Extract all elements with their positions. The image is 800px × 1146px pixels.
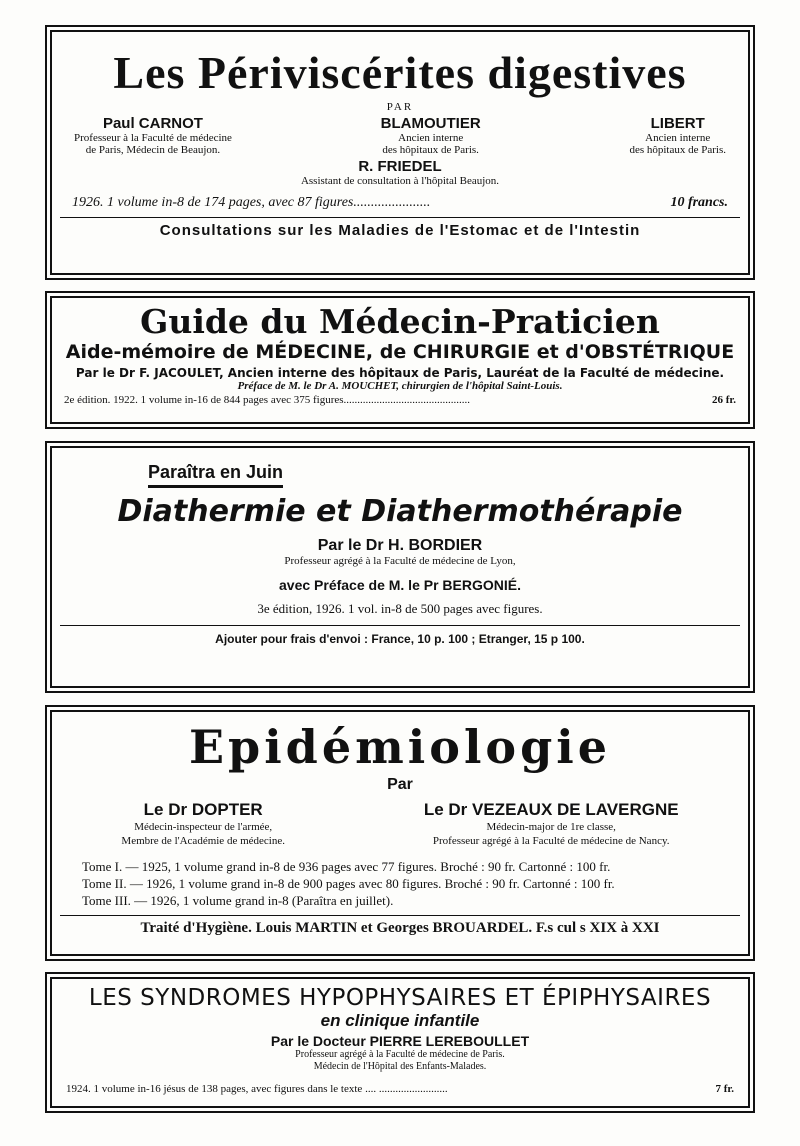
author-desc: Professeur agrégé à la Faculté de médecine de Lyon, <box>284 555 516 567</box>
author-name: BLAMOUTIER <box>380 115 481 132</box>
author-desc: Médecin-major de 1re classe, <box>486 821 616 833</box>
price-value: 7 fr. <box>715 1083 734 1095</box>
author-desc: Ancien interne <box>645 132 711 144</box>
ad-footer: Consultations sur les Maladies de l'Estomac et de l'Intestin <box>159 222 641 239</box>
author-desc: Membre de l'Académie de médecine. <box>121 835 285 847</box>
author-name: Paul CARNOT <box>102 115 203 132</box>
ad-guide-medecin <box>50 296 750 424</box>
tome-entry: Tome III. — 1926, 1 volume grand in-8 (Paraîtra en juillet). <box>82 893 394 908</box>
author-desc: des hôpitaux de Paris. <box>629 144 726 156</box>
author-desc: Assistant de consultation à l'hôpital Beaujon. <box>300 175 500 187</box>
author-name: R. FRIEDEL <box>358 158 442 175</box>
ad-periviscerites <box>50 30 750 275</box>
book-title: LES SYNDROMES HYPOPHYSAIRES ET ÉPIPHYSAIRES <box>88 985 712 1011</box>
price-description: 1924. 1 volume in-16 jésus de 138 pages, avec figures dans le texte .... ......................... <box>66 1083 448 1095</box>
author-block <box>74 115 232 156</box>
ad-footer: Ajouter pour frais d'envoi : France, 10 p. 100 ; Etranger, 15 p 100. <box>215 632 585 646</box>
edition-info: 3e édition, 1926. 1 vol. in-8 de 500 pages avec figures. <box>257 601 543 616</box>
price-value: 26 fr. <box>711 394 736 406</box>
book-title: Guide du Médecin-Praticien <box>140 302 660 341</box>
book-subtitle: Aide-mémoire de MÉDECINE, de CHIRURGIE et d'OBSTÉTRIQUE <box>65 341 735 363</box>
price-line <box>52 1083 748 1095</box>
price-description: 1926. 1 volume in-8 de 174 pages, avec 87 figures...................... <box>72 195 431 210</box>
author-desc: Professeur agrégé à la Faculté de médecine de Paris. <box>295 1049 505 1060</box>
tome-list <box>82 858 748 909</box>
author-block <box>424 800 679 848</box>
ad-diathermie <box>50 446 750 688</box>
book-title: Epidémiologie <box>188 720 612 774</box>
author-desc: Professeur à la Faculté de médecine <box>74 132 232 144</box>
author-block <box>52 158 748 187</box>
book-title: Les Périviscérites digestives <box>113 47 687 98</box>
author-desc: Médecin de l'Hôpital des Enfants-Malades. <box>313 1061 487 1072</box>
author-name: Le Dr DOPTER <box>143 800 263 819</box>
ad-syndromes <box>50 977 750 1108</box>
preface: avec Préface de M. le Pr BERGONIÉ. <box>279 577 521 593</box>
par-label: Par <box>387 776 413 793</box>
tome-entry: Tome II. — 1926, 1 volume grand in-8 de 900 pages avec 80 figures. Broché : 90 fr. Cartonné : 100 fr. <box>82 876 615 891</box>
tome-entry: Tome I. — 1925, 1 volume grand in-8 de 936 pages avec 77 figures. Broché : 90 fr. Cartonné : 100 fr. <box>82 859 611 874</box>
author-desc: des hôpitaux de Paris. <box>382 144 479 156</box>
price-line <box>52 195 748 211</box>
announcement: Paraîtra en Juin <box>148 462 283 488</box>
byline: Par le Dr H. BORDIER <box>317 537 483 554</box>
price-value: 10 francs. <box>670 195 728 210</box>
ad-epidemiologie <box>50 710 750 956</box>
author-block <box>121 800 285 848</box>
author-desc: Ancien interne <box>398 132 464 144</box>
ad-footer: Traité d'Hygiène. Louis MARTIN et Georges BROUARDEL. F.s cul s XIX à XXI <box>140 920 660 936</box>
par-label: PAR <box>386 101 414 113</box>
byline: Par le Docteur PIERRE LEREBOULLET <box>270 1033 530 1049</box>
preface: Préface de M. le Dr A. MOUCHET, chirurgien de l'hôpital Saint-Louis. <box>237 380 563 392</box>
author-list <box>52 800 748 848</box>
author-block <box>381 115 481 156</box>
author-desc: Médecin-inspecteur de l'armée, <box>134 821 273 833</box>
book-title: Diathermie et Diathermothérapie <box>117 494 683 529</box>
byline: Par le Dr F. JACOULET, Ancien interne des hôpitaux de Paris, Lauréat de la Faculté de médecine. <box>75 366 725 380</box>
author-desc: Professeur agrégé à la Faculté de médecine de Nancy. <box>432 835 670 847</box>
author-list <box>52 115 748 156</box>
book-subtitle: en clinique infantile <box>320 1011 480 1030</box>
author-desc: de Paris, Médecin de Beaujon. <box>85 144 221 156</box>
price-description: 2e édition. 1922. 1 volume in-16 de 844 pages avec 375 figures.............................................. <box>64 394 471 406</box>
price-line <box>52 394 748 406</box>
author-name: Le Dr VEZEAUX DE LAVERGNE <box>423 800 679 819</box>
author-block <box>629 115 726 156</box>
author-name: LIBERT <box>650 115 705 132</box>
